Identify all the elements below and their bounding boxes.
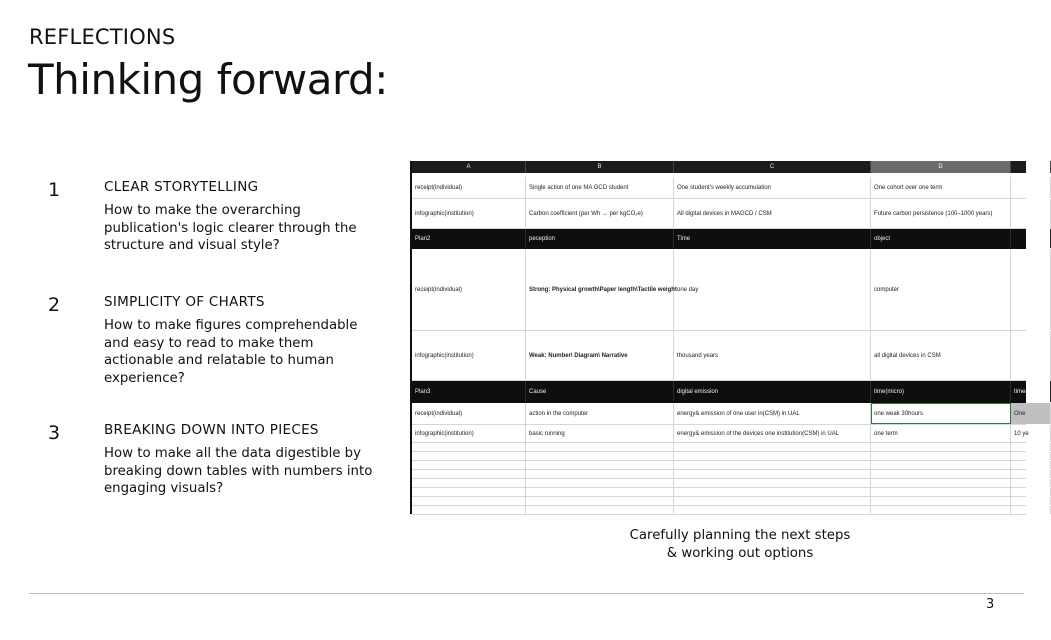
table-cell: one day — [674, 249, 871, 330]
table-row — [412, 403, 1026, 425]
table-row — [412, 199, 1026, 229]
column-header — [1011, 161, 1051, 173]
table-row — [412, 229, 1026, 249]
section-kicker: REFLECTIONS — [29, 25, 176, 49]
table-cell: One cohort over one term — [871, 177, 1011, 198]
table-cell: receipt(individual) — [412, 177, 526, 198]
table-cell: energy& emission of one user in(CSM) in UAL — [674, 403, 871, 424]
page-title: Thinking forward: — [28, 55, 388, 104]
table-cell: peception — [526, 229, 674, 248]
table-cell: time(micro) — [871, 381, 1011, 402]
table-row — [412, 381, 1026, 403]
table-cell: Future carbon persistence (100–1000 years) — [871, 199, 1011, 228]
table-cell: All digital devices in MAGCD / CSM — [674, 199, 871, 228]
table-cell: one term — [871, 425, 1011, 442]
table-cell — [1011, 199, 1051, 228]
table-cell: receipt(individual) — [412, 403, 526, 424]
table-cell — [1011, 229, 1051, 248]
table-cell — [1011, 249, 1051, 330]
table-cell: computer — [871, 249, 1011, 330]
table-cell: Carbon coefficient (per Wh → per kgCO₂e) — [526, 199, 674, 228]
table-cell: all digital devices in CSM — [871, 331, 1011, 380]
empty-row — [412, 470, 1026, 479]
page-number: 3 — [986, 597, 995, 612]
table-cell: infographic(institution) — [412, 331, 526, 380]
table-cell: Cause — [526, 381, 674, 402]
table-cell: 10 ye — [1011, 425, 1051, 442]
column-header: D — [871, 161, 1011, 173]
empty-row — [412, 479, 1026, 488]
table-cell: digital emission — [674, 381, 871, 402]
table-cell: Plan2 — [412, 229, 526, 248]
point-heading: CLEAR STORYTELLING — [104, 179, 259, 195]
point-number: 3 — [48, 422, 61, 444]
caption-line: Carefully planning the next steps — [629, 528, 851, 543]
table-cell: infographic(institution) — [412, 199, 526, 228]
empty-row — [412, 443, 1026, 452]
point-body: How to make the overarching publication's logic clearer through the structure and visual style? — [104, 203, 357, 253]
table-cell: one weak 30hours — [871, 403, 1011, 424]
empty-row — [412, 452, 1026, 461]
table-cell: basic running — [526, 425, 674, 442]
table-cell: One — [1011, 403, 1051, 424]
empty-row — [412, 497, 1026, 506]
column-header-bar — [412, 161, 1026, 173]
table-cell — [1011, 331, 1051, 380]
column-header: C — [674, 161, 871, 173]
spreadsheet-screenshot — [410, 161, 1029, 514]
table-cell — [1011, 177, 1051, 198]
empty-row — [412, 488, 1026, 497]
table-cell: receipt(individual) — [412, 249, 526, 330]
table-cell: One student's weekly accumulation — [674, 177, 871, 198]
point-number: 2 — [48, 294, 61, 316]
column-header: A — [412, 161, 526, 173]
table-cell: object — [871, 229, 1011, 248]
table-cell: Strong: Physical growth\Paper length\Tactile weight — [526, 249, 674, 330]
table-row — [412, 177, 1026, 199]
table-row — [412, 425, 1029, 443]
image-caption — [600, 527, 880, 562]
point-body: How to make figures comprehendable and easy to read to make them actionable and relatable to human experience? — [104, 318, 358, 386]
table-row — [412, 331, 1026, 381]
table-cell: infographic(institution) — [412, 425, 526, 442]
table-row — [412, 249, 1026, 331]
table-cell: Weak: Number\ Diagram\ Narrative — [526, 331, 674, 380]
table-cell: thousand years — [674, 331, 871, 380]
point-heading: BREAKING DOWN INTO PIECES — [104, 422, 319, 438]
table-cell: time( — [1011, 381, 1051, 402]
table-cell: Single action of one MA GCD student — [526, 177, 674, 198]
column-header: B — [526, 161, 674, 173]
caption-line: & working out options — [666, 545, 814, 561]
footer-divider — [29, 593, 1024, 594]
table-cell: action in the computer — [526, 403, 674, 424]
table-cell: energy& emission of the devices one institution(CSM) in UAL — [674, 425, 871, 442]
empty-row — [412, 461, 1026, 470]
table-cell: Time — [674, 229, 871, 248]
point-number: 1 — [48, 179, 61, 201]
point-body: How to make all the data digestible by breaking down tables with numbers into engaging visuals? — [104, 446, 373, 496]
point-heading: SIMPLICITY OF CHARTS — [104, 294, 265, 310]
empty-row — [412, 506, 1026, 515]
table-cell: Plan3 — [412, 381, 526, 402]
